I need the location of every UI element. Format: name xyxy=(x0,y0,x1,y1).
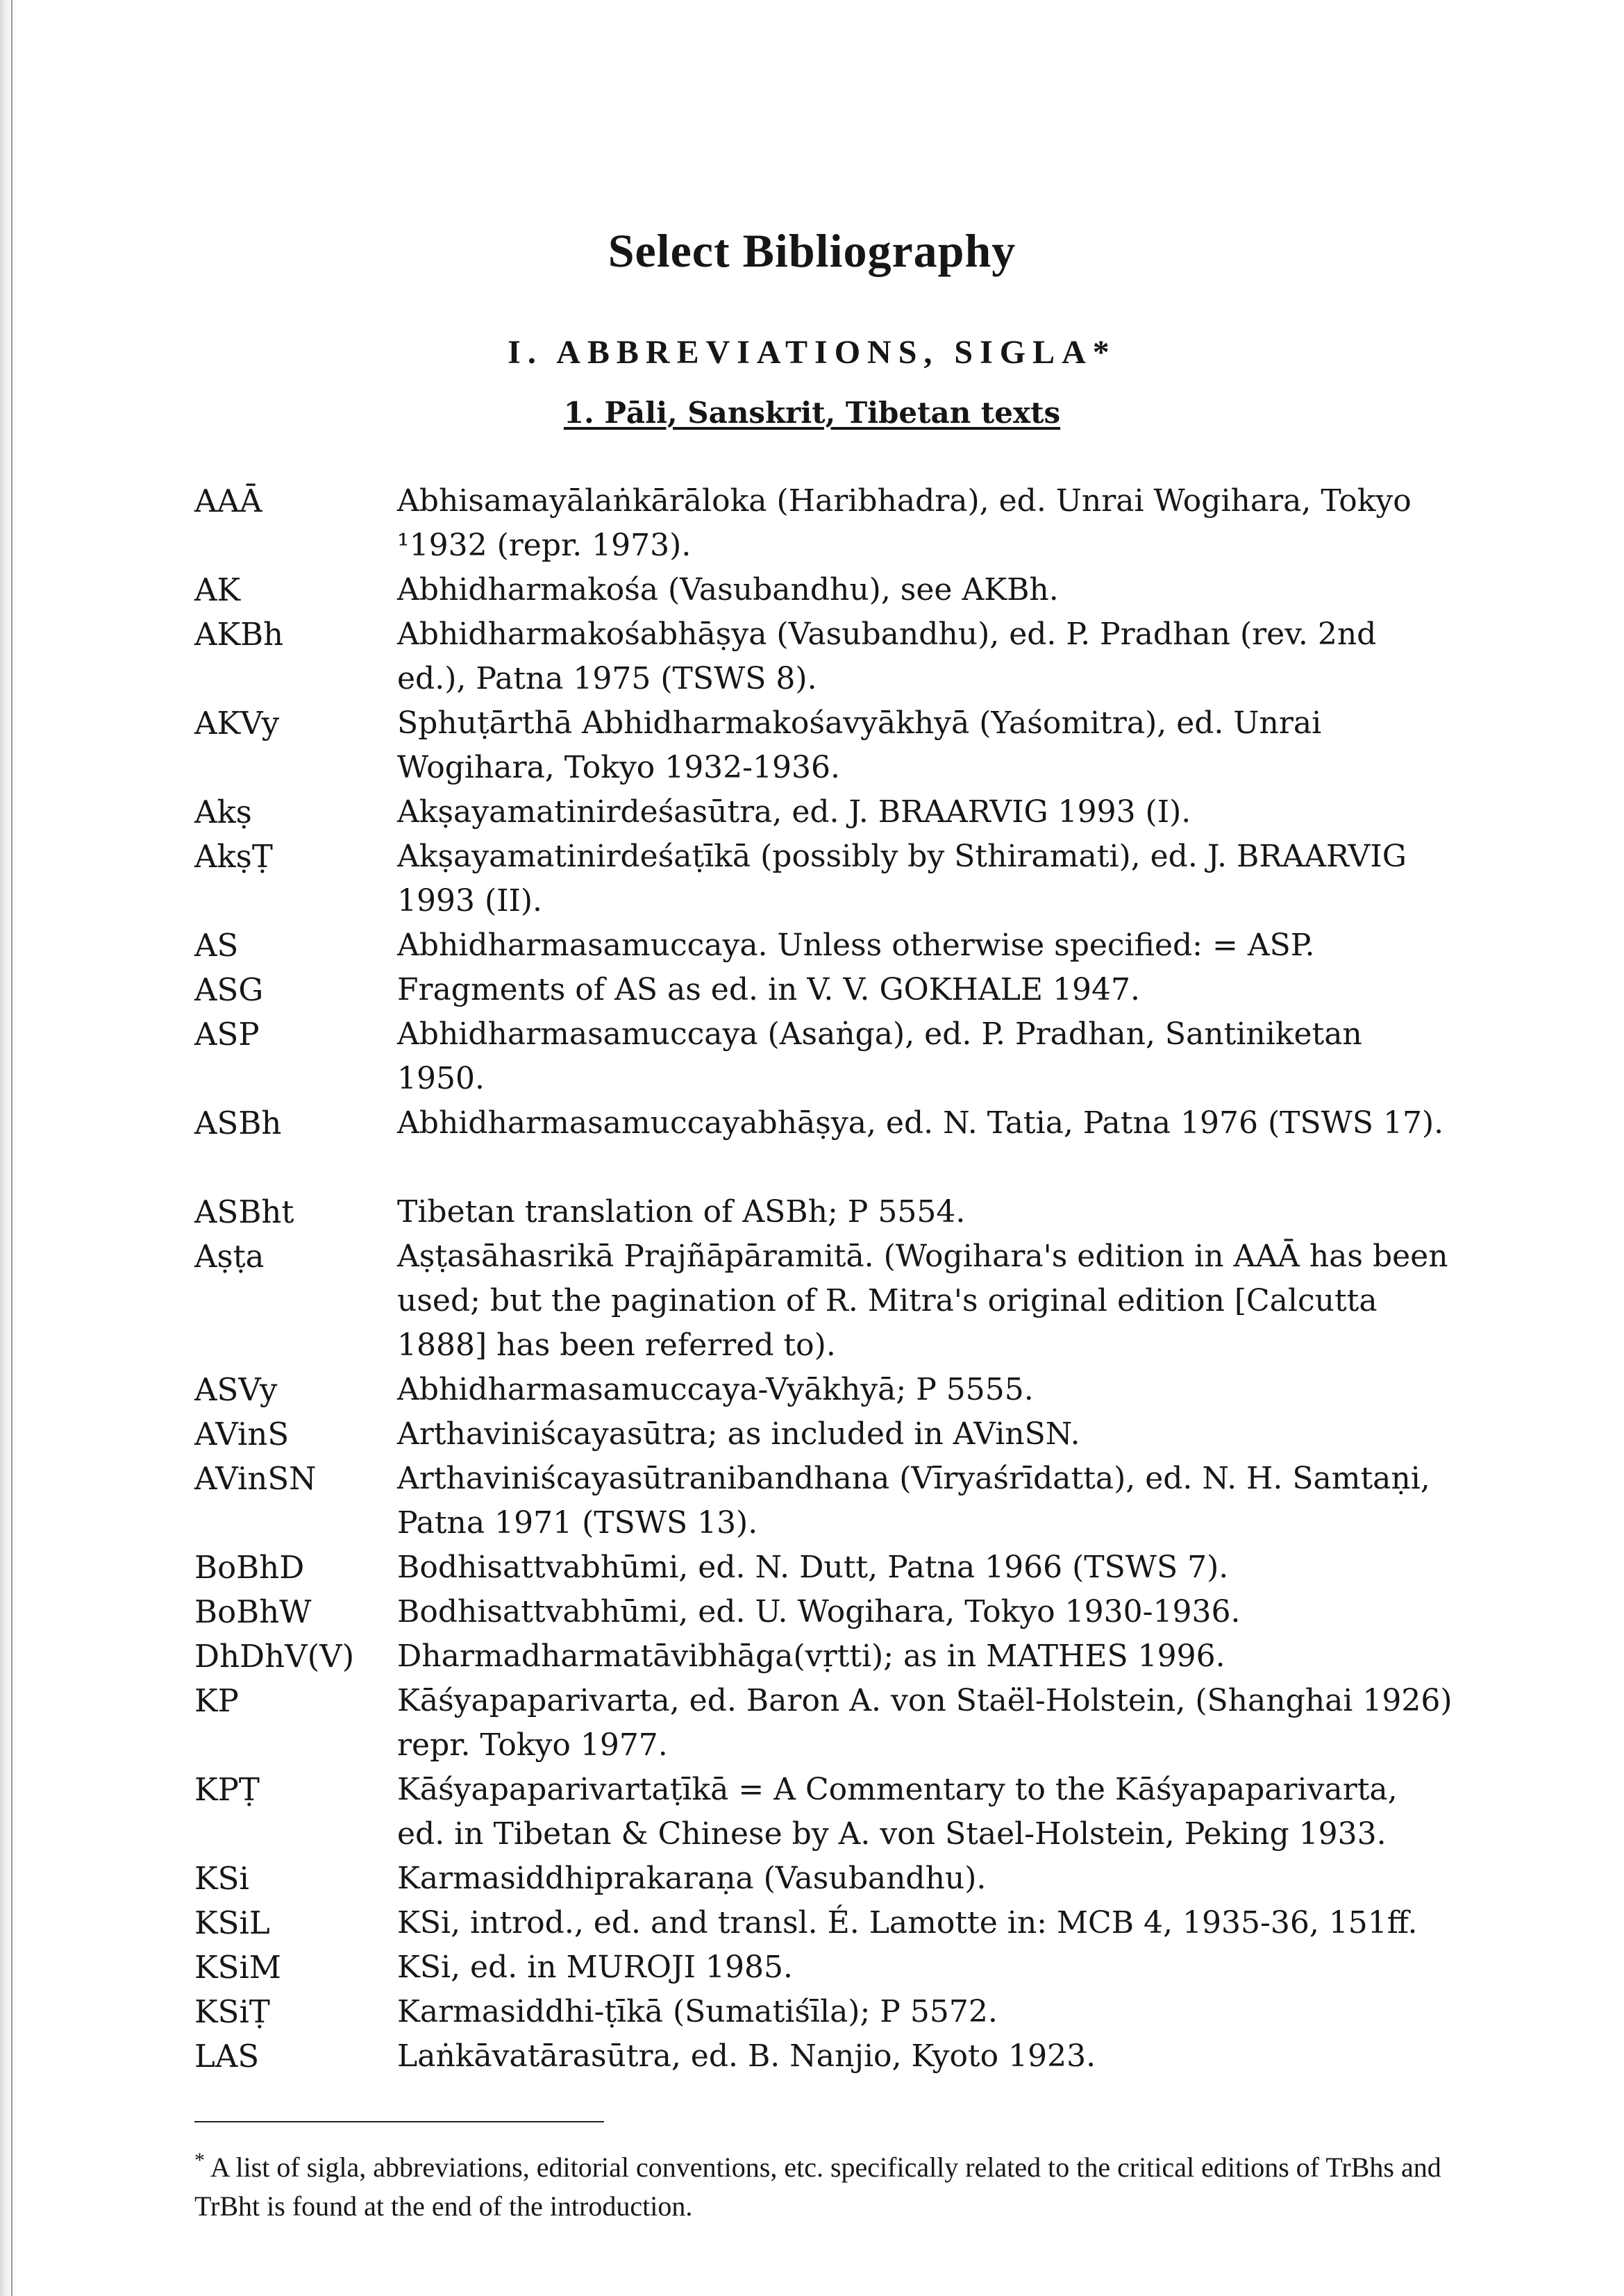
entry-text: Abhidharmasamuccaya (Asaṅga), ed. P. Pradhan, Santiniketan 1950. xyxy=(397,1016,1362,1096)
entry-siglum: AAĀ xyxy=(194,483,262,519)
entry-siglum: AKVy xyxy=(194,705,280,741)
entry-text: Tibetan translation of ASBh; P 5554. xyxy=(397,1194,966,1230)
entry-siglum: AKBh xyxy=(194,616,284,653)
footnote-separator xyxy=(194,2121,604,2122)
entry-siglum: LAS xyxy=(194,2038,260,2075)
entry-siglum: KSiL xyxy=(194,1904,270,1941)
entry-siglum: ASP xyxy=(194,1016,260,1053)
entry-text: KSi, ed. in MUROJI 1985. xyxy=(397,1950,793,1985)
entry-text: Abhidharmakośa (Vasubandhu), see AKBh. xyxy=(397,572,1059,607)
section-heading: I. ABBREVIATIONS, SIGLA* xyxy=(508,334,1116,371)
entry-text: Abhisamayālaṅkārāloka (Haribhadra), ed. Unrai Wogihara, Tokyo ¹1932 (repr. 1973). xyxy=(397,483,1412,563)
entry-text: Abhidharmasamuccayabhāṣya, ed. N. Tatia, Patna 1976 (TSWS 17). xyxy=(397,1105,1444,1141)
entry-siglum: KSi xyxy=(194,1860,249,1897)
entry-text: Karmasiddhi-ṭīkā (Sumatiśīla); P 5572. xyxy=(397,1994,998,2029)
entry-siglum: AVinS xyxy=(194,1416,290,1452)
entry-text: Arthaviniścayasūtra; as included in AVinSN. xyxy=(397,1416,1080,1452)
entry-text: Akṣayamatinirdeśaṭīkā (possibly by Sthiramati), ed. J. BRAARVIG 1993 (II). xyxy=(397,839,1407,919)
entry-siglum: KP xyxy=(194,1682,239,1719)
entry-siglum: ASBht xyxy=(194,1193,294,1230)
entry-text: Bodhisattvabhūmi, ed. N. Dutt, Patna 1966 (TSWS 7). xyxy=(397,1550,1229,1585)
entry-siglum: AVinSN xyxy=(194,1460,317,1497)
entry-siglum: KPṬ xyxy=(194,1771,260,1808)
entry-text: Bodhisattvabhūmi, ed. U. Wogihara, Tokyo 1930-1936. xyxy=(397,1594,1241,1629)
entry-siglum: AkṣṬ xyxy=(194,838,273,875)
entry-text: Akṣayamatinirdeśasūtra, ed. J. BRAARVIG 1993 (I). xyxy=(397,794,1191,830)
entry-text: Aṣṭasāhasrikā Prajñāpāramitā. (Wogihara's edition in AAĀ has been used; but the pagination of R. Mitra's original edition [Calcutta 1888] has been referred to). xyxy=(397,1239,1448,1363)
footnote xyxy=(194,2141,1444,2226)
entry-text: KSi, introd., ed. and transl. É. Lamotte in: MCB 4, 1935-36, 151ff. xyxy=(397,1905,1418,1941)
entry-text: Dharmadharmatāvibhāga(vṛtti); as in MATHES 1996. xyxy=(397,1639,1225,1674)
entry-siglum: Aṣṭa xyxy=(194,1238,265,1275)
subsection-heading-text: 1. Pāli, Sanskrit, Tibetan texts xyxy=(563,396,1061,430)
page-title: Select Bibliography xyxy=(608,224,1016,277)
entry-text: Arthaviniścayasūtranibandhana (Vīryaśrīdatta), ed. N. H. Samtaṇi, Patna 1971 (TSWS 13). xyxy=(397,1461,1430,1541)
entry-text: Abhidharmasamuccaya. Unless otherwise specified: = ASP. xyxy=(397,928,1315,963)
entry-siglum: ASVy xyxy=(194,1371,278,1408)
entry-text: Sphuṭārthā Abhidharmakośavyākhyā (Yaśomitra), ed. Unrai Wogihara, Tokyo 1932-1936. xyxy=(397,705,1322,785)
entry-siglum: BoBhD xyxy=(194,1549,305,1586)
entry-siglum: BoBhW xyxy=(194,1593,312,1630)
entry-siglum: ASG xyxy=(194,971,264,1008)
entry-siglum: KSiṬ xyxy=(194,1993,270,2030)
entry-siglum: DhDhV(V) xyxy=(194,1638,355,1675)
entry-siglum: AS xyxy=(194,927,239,964)
entry-text: Abhidharmakośabhāṣya (Vasubandhu), ed. P. Pradhan (rev. 2nd ed.), Patna 1975 (TSWS 8). xyxy=(397,617,1377,696)
entry-text: Laṅkāvatārasūtra, ed. B. Nanjio, Kyoto 1923. xyxy=(397,2038,1096,2074)
entry-siglum: AK xyxy=(194,571,241,608)
entry-siglum: KSiM xyxy=(194,1949,281,1986)
entry-text: Kāśyapaparivartaṭīkā = A Commentary to the Kāśyapaparivarta, ed. in Tibetan & Chinese by A. von Stael-Holstein, Peking 1933. xyxy=(397,1772,1398,1852)
footnote-text: A list of sigla, abbreviations, editorial conventions, etc. specifically related to the critical editions of TrBhs and TrBht is found at the end of the introduction. xyxy=(194,2152,1441,2222)
entry-siglum: ASBh xyxy=(194,1105,282,1141)
entry-text: Kāśyapaparivarta, ed. Baron A. von Staël-Holstein, (Shanghai 1926) repr. Tokyo 1977. xyxy=(397,1683,1453,1763)
footnote-marker: * xyxy=(194,2149,205,2172)
entry-siglum: Akṣ xyxy=(194,794,252,830)
entry-text: Fragments of AS as ed. in V. V. GOKHALE 1947. xyxy=(397,972,1140,1007)
entry-text: Abhidharmasamuccaya-Vyākhyā; P 5555. xyxy=(397,1372,1034,1407)
entry-text: Karmasiddhiprakaraṇa (Vasubandhu). xyxy=(397,1861,987,1896)
